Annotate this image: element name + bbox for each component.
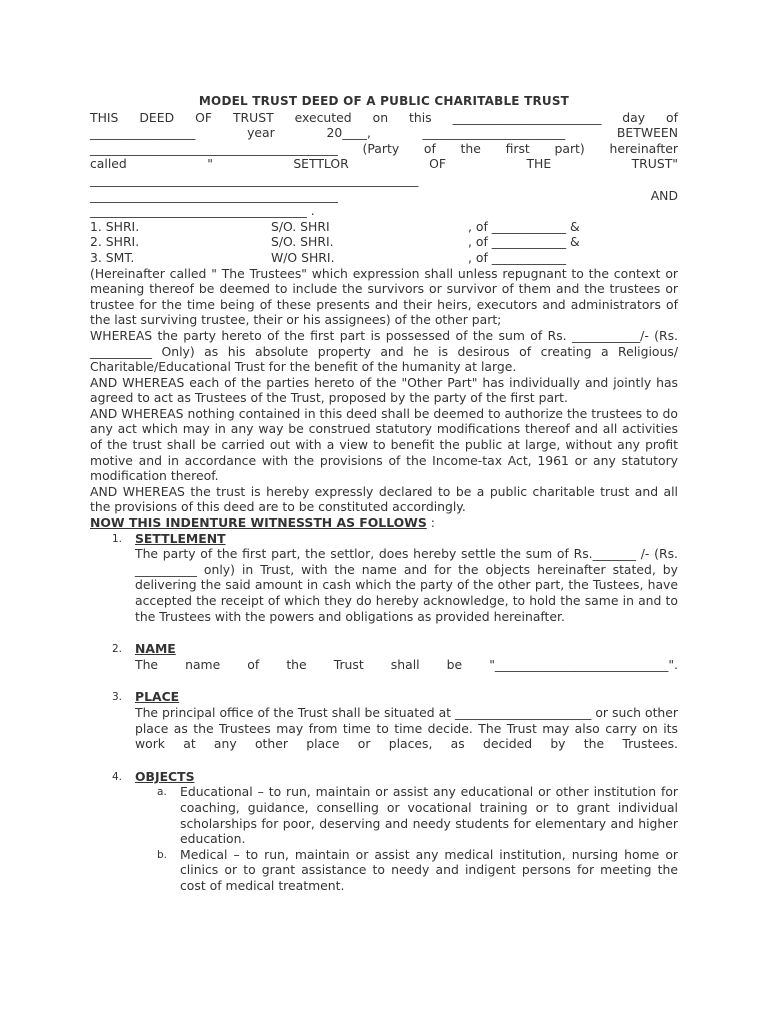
trustee-relation: S/O. SHRI bbox=[271, 218, 330, 234]
trustee-row bbox=[90, 234, 678, 250]
preamble-line: _____________________________________________________ bbox=[90, 171, 419, 187]
section-name bbox=[90, 641, 678, 672]
witness-heading-line bbox=[90, 515, 678, 531]
trustee-name: 2. SHRI. bbox=[90, 234, 140, 250]
section-objects bbox=[90, 769, 678, 894]
trustee-row bbox=[90, 219, 678, 235]
object-text: Educational – to run, maintain or assist any educational or other institution for coaching, guidance, conselling or vocational training or to grant individual scholarships for poor, deserving and needy students for elementary and higher education. bbox=[180, 784, 678, 847]
trustee-relation: S/O. SHRI. bbox=[271, 234, 334, 250]
object-letter: a. bbox=[157, 786, 167, 799]
section-spacer bbox=[90, 672, 678, 689]
document-title: MODEL TRUST DEED OF A PUBLIC CHARITABLE TRUST bbox=[198, 94, 570, 108]
paragraph-hereinafter: (Hereinafter called " The Trustees" which expression shall unless repugnant to the context or meaning thereof be deemed to include the survivors or survivor of them and the trustees or trustee for the time being of these presents and their heirs, executors and administrators of the last surviving trustee, their or his assignees) of the other part; bbox=[90, 265, 678, 328]
preamble-line: THIS DEED OF TRUST executed on this ________________________ day of bbox=[90, 109, 678, 125]
sections-list bbox=[90, 531, 678, 894]
preamble-line: ________________________________________ (Party of the first part) hereinafter bbox=[90, 140, 678, 156]
section-settlement bbox=[90, 531, 678, 625]
preamble-line: ___________________________________ . bbox=[90, 203, 315, 219]
object-item-educational bbox=[135, 784, 678, 846]
section-heading: NAME bbox=[135, 641, 176, 657]
trustee-place: , of ____________ & bbox=[468, 218, 580, 234]
object-item-medical bbox=[135, 847, 678, 894]
section-number: 2. bbox=[112, 643, 123, 656]
witness-heading: NOW THIS INDENTURE WITNESSTH AS FOLLOWS bbox=[90, 515, 427, 531]
trustee-list bbox=[90, 219, 678, 266]
section-number: 1. bbox=[112, 532, 123, 545]
trustee-name: 3. SMT. bbox=[90, 249, 135, 265]
paragraph-whereas-declaration: AND WHEREAS the trust is hereby expressly declared to be a public charitable trust and all the provisions of this deed are to be constituted accordingly. bbox=[90, 483, 678, 515]
section-heading: SETTLEMENT bbox=[135, 530, 226, 546]
trustee-place: , of ____________ & bbox=[468, 234, 580, 250]
section-number: 3. bbox=[112, 691, 123, 704]
section-text: The name of the Trust shall be "____________________________". bbox=[135, 656, 678, 672]
preamble-line: ________________________________________ AND bbox=[90, 187, 678, 203]
preamble-line: called " SETTLOR OF THE TRUST" bbox=[90, 156, 678, 172]
paragraph-whereas-settlor: WHEREAS the party hereto of the first part is possessed of the sum of Rs. ___________/- (Rs. __________ Only) as his absolute property and he is desirous of creating a Religious/ Charitable/Educational Trust for the benefit of the humanity at large. bbox=[90, 327, 678, 375]
paragraph-whereas-trustees: AND WHEREAS each of the parties hereto of the "Other Part" has individually and jointly has agreed to act as Trustees of the Trust, proposed by the party of the first part. bbox=[90, 374, 678, 406]
section-spacer bbox=[90, 624, 678, 641]
section-heading: OBJECTS bbox=[135, 768, 195, 784]
document-body bbox=[90, 94, 678, 894]
section-place bbox=[90, 689, 678, 751]
section-text: The principal office of the Trust shall be situated at ______________________ or such other place as the Trustees may from time to time decide. The Trust may also carry on its work at any other place or places, as decided by the Trustees. bbox=[135, 704, 678, 752]
trustee-name: 1. SHRI. bbox=[90, 218, 140, 234]
witness-heading-suffix: : bbox=[426, 515, 435, 531]
section-number: 4. bbox=[112, 770, 123, 783]
object-text: Medical – to run, maintain or assist any medical institution, nursing home or clinics or to grant assistance to needy and indigent persons for meeting the cost of medical treatment. bbox=[180, 846, 678, 893]
section-text: The party of the first part, the settlor, does hereby settle the sum of Rs._______ /- (Rs. __________ only) in Trust, with the name and for the objects hereinafter stated, by delivering the said amount in cash which the party of the other part, the Tustees, have accepted the receipt of which they do hereby acknowledge, to hold the same in and to the Trustees with the powers and obligations as provided hereinafter. bbox=[135, 546, 678, 624]
section-heading: PLACE bbox=[135, 689, 180, 705]
trustee-relation: W/O SHRI. bbox=[271, 249, 335, 265]
preamble-line: _________________ year 20____, _______________________ BETWEEN bbox=[90, 125, 678, 141]
object-letter: b. bbox=[157, 848, 168, 861]
paragraph-whereas-no-authority: AND WHEREAS nothing contained in this deed shall be deemed to authorize the trustees to do any act which may in any way be construed statutory modifications thereof and all activities of the trust shall be carried out with a view to benefit the public at large, without any profit motive and in accordance with the provisions of the Income-tax Act, 1961 or any statutory modification thereof. bbox=[90, 405, 678, 484]
trustee-row bbox=[90, 250, 678, 266]
trustee-place: , of ____________ bbox=[468, 249, 567, 265]
preamble bbox=[90, 110, 678, 219]
section-spacer bbox=[90, 752, 678, 769]
